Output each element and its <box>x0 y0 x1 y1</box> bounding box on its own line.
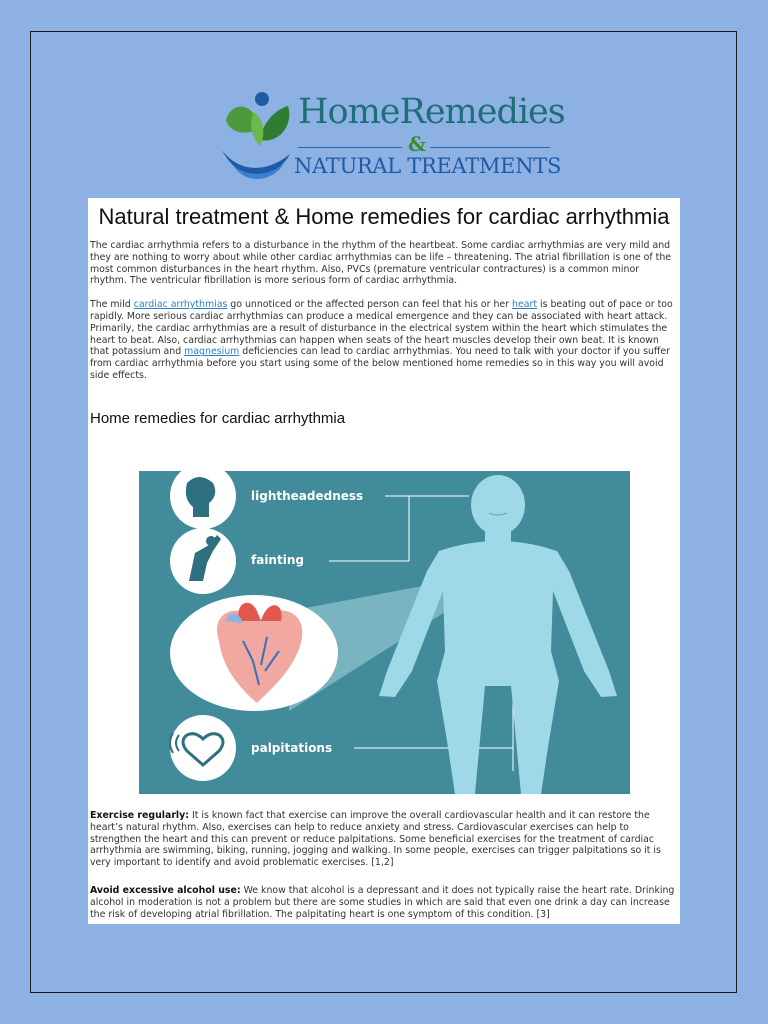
exercise-paragraph <box>90 810 678 869</box>
heart-link[interactable]: heart <box>512 299 538 311</box>
paragraph-text: is beating out of pace or too rapidly. More serious cardiac arrhythmias can produce a medical emergence and they can be associated with heart attack. Primarily, the cardiac arrhythmias are a result of disturbance in the electrical system within the heart which stimulates the heart to beat. Also, cardiac arrhythmias can happen when seats of the heart muscles develop their own beat. It is known that potassium and <box>90 299 673 358</box>
logo-divider-left <box>298 147 402 148</box>
section-heading: Home remedies for cardiac arrhythmia <box>90 409 346 427</box>
lightheadedness-label: lightheadedness <box>251 489 364 503</box>
cardiac-arrhythmias-link[interactable]: cardiac arrhythmias <box>133 299 228 311</box>
mild-arrhythmia-paragraph <box>90 299 678 382</box>
paragraph-text: go unnoticed or the affected person can feel that his or her <box>227 299 513 311</box>
paragraph-text: We know that alcohol is a depressant and it does not typically raise the heart rate. Drinking alcohol in moderation is not a problem but there are some studies in which are said that even one drink a day can increase the risk of developing atrial fibrillation. The palpitating heart is one symptom of this condition. [3] <box>90 885 675 920</box>
fainting-label: fainting <box>251 553 304 567</box>
logo-divider-right <box>430 147 550 148</box>
body-figure-icon <box>379 475 617 794</box>
palpitations-icon <box>170 715 236 781</box>
paragraph-text: deficiencies can lead to cardiac arrhythmias. You need to talk with your doctor if you suffer from cardiac arrhythmia before you start using some of the below mentioned home remedies so in this way you will avoid side effects. <box>90 346 670 381</box>
logo-subtitle: NATURAL TREATMENTS <box>294 154 562 178</box>
alcohol-paragraph <box>90 885 678 920</box>
leaf-person-logo-icon <box>218 90 298 186</box>
intro-paragraph: The cardiac arrhythmia refers to a disturbance in the rhythm of the heartbeat. Some cardiac arrhythmias are very mild and they are nothing to worry about while other cardiac arrhythmias can be life – threatening. The atrial fibrillation is one of the most common disturbances in the heart rhythm. Also, PVCs (premature ventricular contractures) is a common minor rhythm. The ventricular fibrillation is more serious form of cardiac arrhythmia. <box>90 240 672 287</box>
magnesium-link[interactable]: magnesium <box>184 346 240 358</box>
logo-ampersand: & <box>408 132 427 156</box>
exercise-heading: Exercise regularly: <box>90 810 190 821</box>
site-logo[interactable] <box>218 90 565 186</box>
symptoms-infographic <box>139 471 630 794</box>
paragraph-text: The mild <box>90 299 134 311</box>
article-panel <box>88 198 680 924</box>
article-title: Natural treatment & Home remedies for cardiac arrhythmia <box>98 204 670 229</box>
logo-title: HomeRemedies <box>298 92 565 132</box>
paragraph-text: It is known fact that exercise can improve the overall cardiovascular health and it can restore the heart’s natural rhythm. Also, exercises can help to reduce anxiety and stress. Cardiovascular exercises can help to strengthen the heart and this can prevent or reduce palpitations. Some beneficial exercises for the treatment of cardiac arrhythmia are swimming, biking, running, jogging and walking. In some people, exercises can trigger palpitations so it is very important to identify and avoid problematic exercises. [1,2] <box>90 810 661 869</box>
palpitations-label: palpitations <box>251 741 333 755</box>
alcohol-heading: Avoid excessive alcohol use: <box>90 885 241 896</box>
